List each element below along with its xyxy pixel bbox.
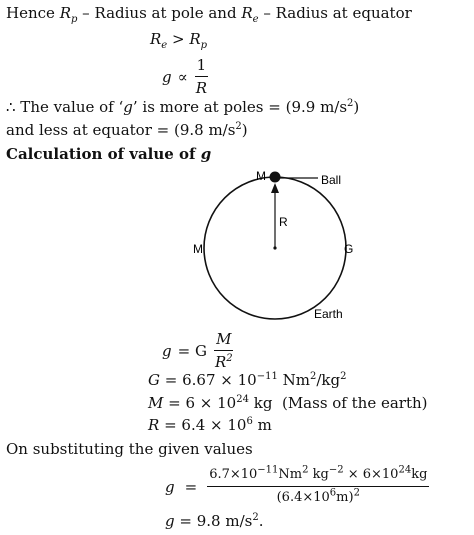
given-M-unit: kg (Mass of the earth) <box>253 394 428 412</box>
given-R <box>148 416 272 434</box>
concl2-sup: 2 <box>235 121 242 132</box>
formula-g: g <box>162 341 172 360</box>
fn-d: × 6×10 <box>343 467 399 482</box>
result-end: . <box>258 512 264 530</box>
given-M-sym: M <box>148 394 164 412</box>
fd-b: m) <box>336 490 354 505</box>
concl-sup: 2 <box>347 98 354 109</box>
fd-a: (6.4×10 <box>276 490 330 505</box>
rp-symbol: R <box>59 4 71 22</box>
prop-numerator: 1 <box>195 56 209 77</box>
given-G-unit-sup: 2 <box>309 371 317 382</box>
concl2-text: and less at equator = (9.8 m/s <box>6 121 236 139</box>
fn-a: 6.7×10 <box>209 467 258 482</box>
given-G-sym: G <box>148 371 160 389</box>
ineq-left-sub: e <box>161 40 168 51</box>
result-val: = 9.8 m/s <box>179 512 253 530</box>
label-m-left: M <box>193 242 203 256</box>
given-R-sym: R <box>148 416 160 434</box>
substituting-text: On substituting the given values <box>6 440 253 458</box>
final-fraction <box>207 466 429 507</box>
final-fraction-line <box>165 466 429 507</box>
given-M-val: = 6 × 10 <box>168 394 237 412</box>
given-G-exp: −11 <box>256 371 278 382</box>
re-symbol: R <box>241 4 253 22</box>
re-description: – Radius at equator <box>263 4 412 22</box>
given-G-val: = 6.67 × 10 <box>164 371 257 389</box>
fd-a-exp: 6 <box>329 487 337 499</box>
label-r: R <box>279 215 288 229</box>
formula-eq-G: = G <box>177 341 207 360</box>
ineq-right: R <box>189 30 201 48</box>
result-g: g <box>165 512 175 530</box>
formula-den-r: R <box>214 353 227 371</box>
concl-pre: ∴ The value of ‘ <box>6 98 124 116</box>
label-g-right: G <box>344 242 354 256</box>
final-numerator <box>207 466 429 487</box>
ineq-right-sub: p <box>200 40 208 51</box>
given-R-val: = 6.4 × 10 <box>164 416 247 434</box>
concl-end: ) <box>353 98 360 116</box>
given-G-unit2: /kg <box>316 371 341 389</box>
ineq-operator: > <box>172 30 185 48</box>
concl-post: ’ is more at poles = (9.9 m/s <box>132 98 348 116</box>
concl-g: g <box>123 98 133 116</box>
fn-e: kg <box>411 467 428 482</box>
ball-dot <box>270 172 281 183</box>
final-denominator <box>275 487 362 507</box>
radius-arrowhead-icon <box>271 183 279 193</box>
intro-hence: Hence <box>6 4 55 22</box>
fn-c: kg <box>308 467 329 482</box>
given-G-unit: Nm <box>282 371 310 389</box>
given-G <box>148 371 346 389</box>
rp-subscript: p <box>70 14 78 25</box>
re-subscript: e <box>252 14 259 25</box>
given-R-exp: 6 <box>246 416 253 427</box>
fn-b-exp: 2 <box>302 464 309 476</box>
fd-b-exp: 2 <box>353 487 360 499</box>
heading-g: g <box>200 145 212 163</box>
given-M <box>148 394 428 412</box>
center-dot <box>273 246 276 249</box>
formula-numerator: M <box>214 330 233 351</box>
prop-symbol: ∝ <box>177 67 188 86</box>
result-line <box>165 512 263 530</box>
label-m-top: M <box>256 169 266 183</box>
result-sup: 2 <box>252 512 259 523</box>
formula-den-sup: 2 <box>226 353 233 364</box>
formula-denominator <box>213 351 235 371</box>
ineq-left: R <box>150 30 162 48</box>
final-g: g <box>165 477 175 496</box>
fn-d-exp: 24 <box>398 464 412 476</box>
prop-g: g <box>162 67 172 86</box>
final-eq: = <box>184 477 198 496</box>
given-G-unit2-sup: 2 <box>340 371 347 382</box>
fn-b: Nm <box>278 467 303 482</box>
label-earth: Earth <box>314 307 343 321</box>
concl2-end: ) <box>241 121 248 139</box>
formula-fraction <box>213 330 235 371</box>
prop-denominator: R <box>195 79 208 97</box>
given-R-unit: m <box>257 416 272 434</box>
label-ball: Ball <box>321 173 342 187</box>
rp-description: – Radius at pole and <box>82 4 237 22</box>
given-M-exp: 24 <box>236 394 249 405</box>
heading-text: Calculation of value of <box>6 145 196 163</box>
fn-a-exp: −11 <box>257 464 279 476</box>
fn-c-exp: −2 <box>328 464 344 476</box>
gravity-formula <box>162 330 235 371</box>
